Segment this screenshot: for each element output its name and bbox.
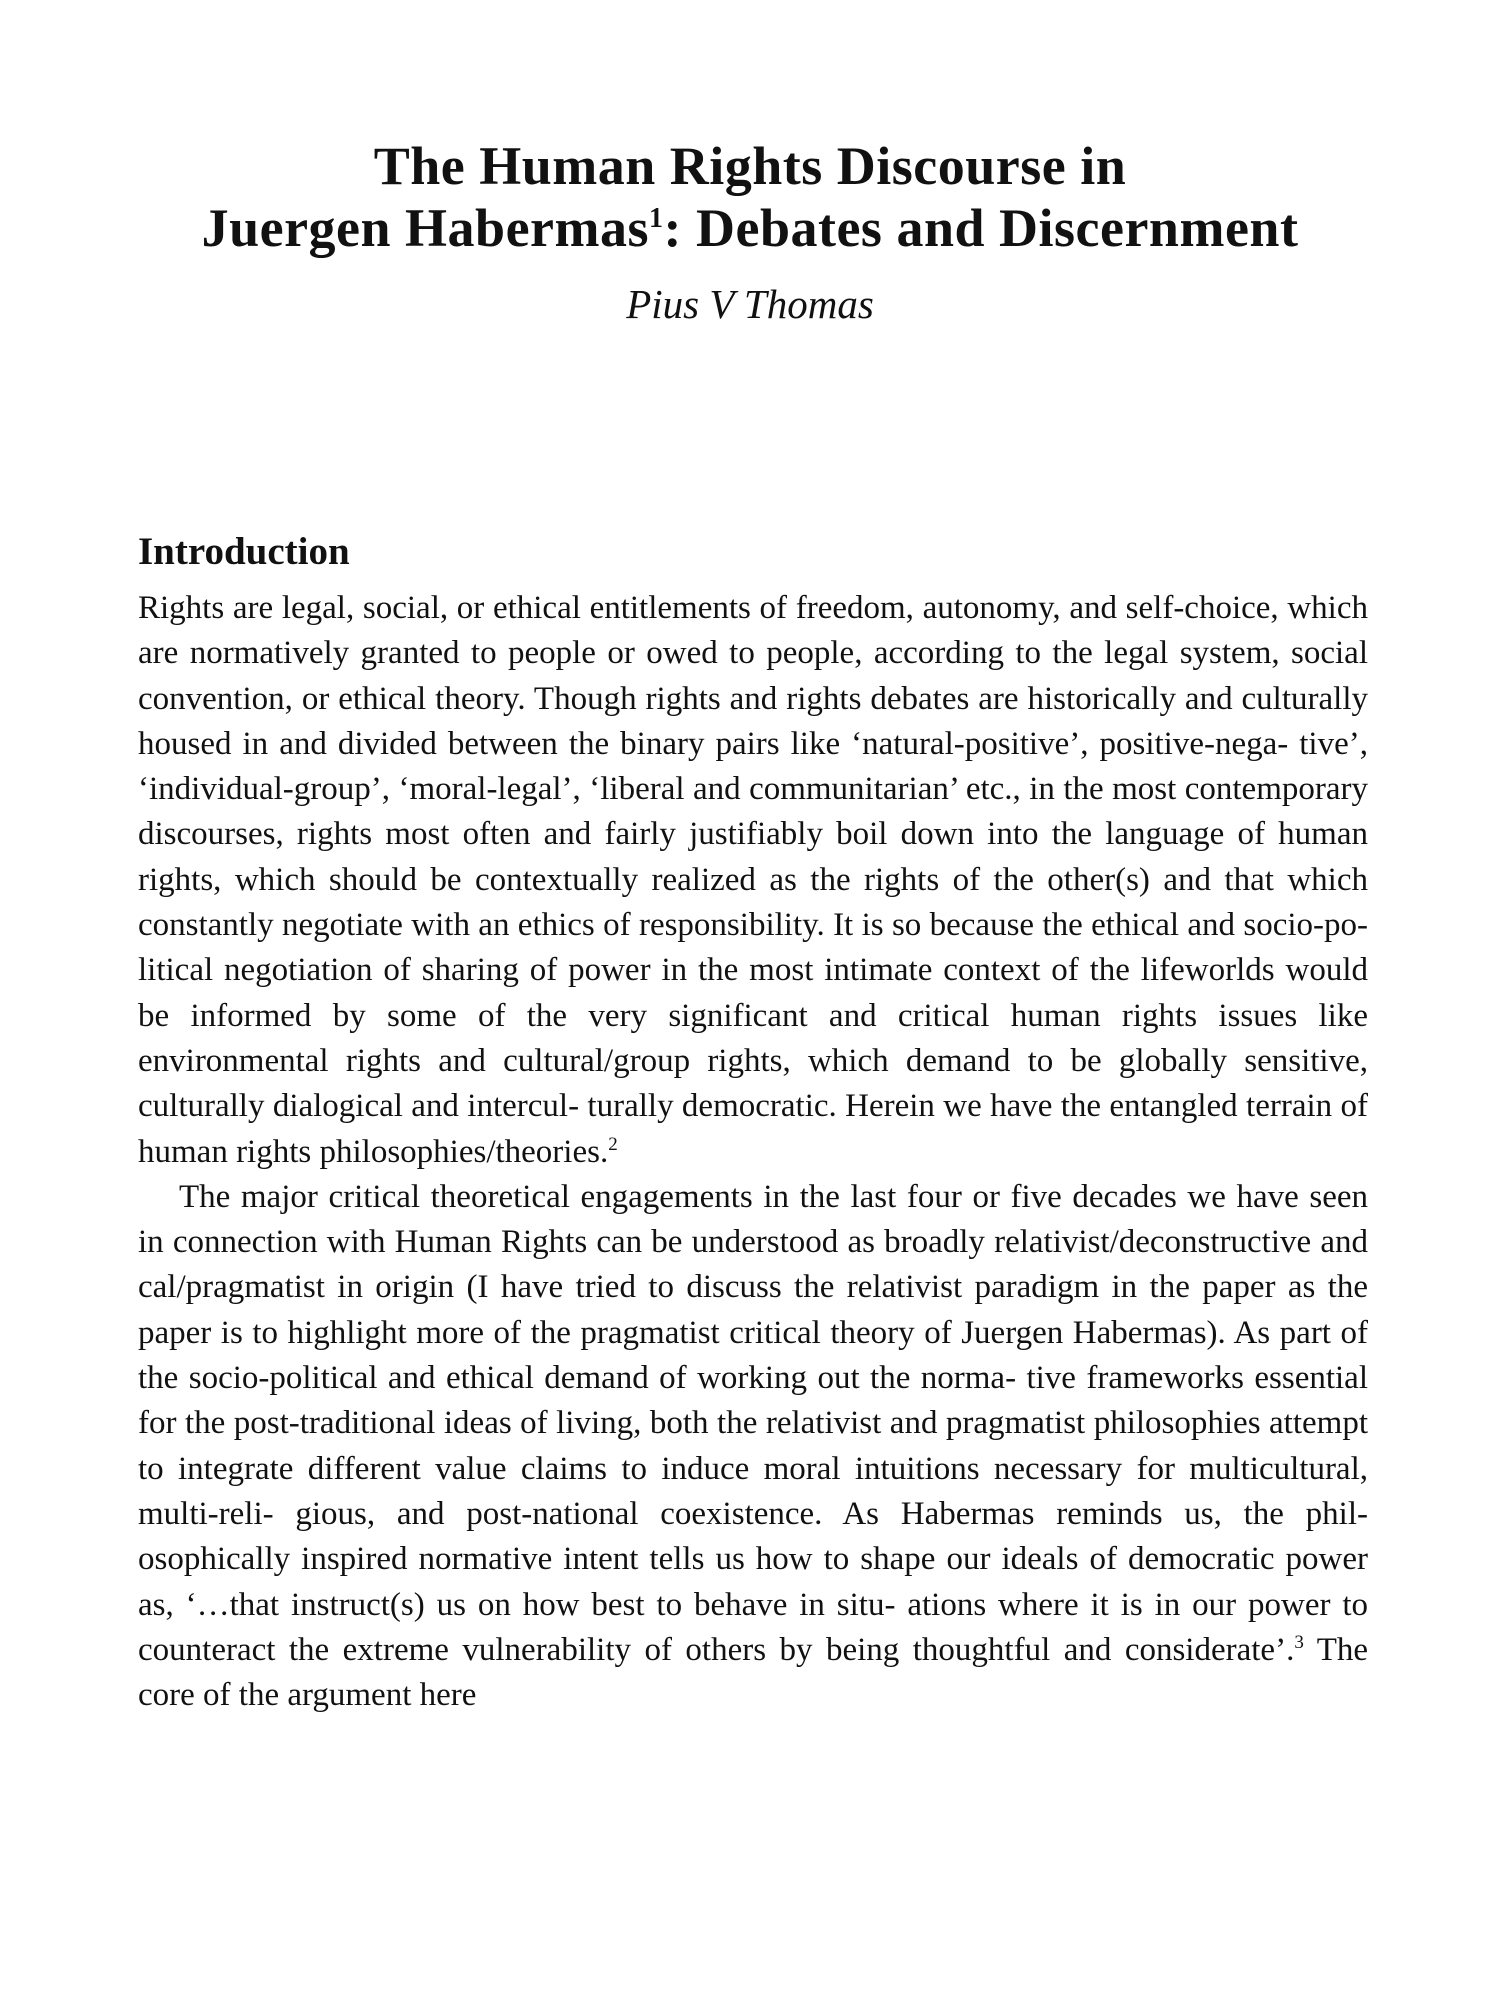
- author-name: Pius V Thomas: [626, 281, 874, 327]
- paragraph-2-text-continued: The core of the argument here: [138, 1631, 1368, 1714]
- paragraph-1-text: Rights are legal, social, or ethical entitlements of freedom, autonomy, and self-choice, which are normatively granted to people or owed to people, according to the legal system, social convention, or ethical theory. Though rights and rights debates are historically and culturally housed in and divided between the binary pairs like ‘natural-positive’, positive-nega- tive’, ‘individual-group’, ‘moral-legal’, ‘liberal and communitarian’ etc., in the most contemporary discourses, rights most often and fairly justifiably boil down into the language of human rights, which should be contextually realized as the rights of the other(s) and that which constantly negotiate with an ethics of responsibility. It is so because the ethical and socio-po- litical negotiation of sharing of power in the most intimate context of the lifeworlds would be informed by some of the very significant and critical human rights issues like environmental rights and cultural/group rights, which demand to be globally sensitive, culturally dialogical and intercul- turally democratic. Herein we have the entangled terrain of human rights philosophies/theories.: [138, 590, 1368, 1170]
- title-name: Juergen Habermas: [201, 198, 649, 258]
- paper-title-line-2: [100, 197, 1400, 259]
- paper-title-line-1: The Human Rights Discourse in: [373, 136, 1127, 196]
- paragraph-1: [138, 586, 1368, 1175]
- title-subtitle: : Debates and Discernment: [663, 198, 1299, 258]
- title-footnote-marker[interactable]: 1: [649, 203, 664, 234]
- footnote-marker-2[interactable]: 2: [608, 1133, 618, 1155]
- paragraph-2-text: The major critical theoretical engagements in the last four or five decades we have seen in connection with Human Rights can be understood as broadly relativist/deconstructive and cal/pragmatist in origin (I have tried to discuss the relativist paradigm in the paper as the paper is to highlight more of the pragmatist critical theory of Juergen Habermas). As part of the socio-political and ethical demand of working out the norma- tive frameworks essential for the post-traditional ideas of living, both the relativist and pragmatist philosophies attempt to integrate different value claims to induce moral intuitions necessary for multicultural, multi-reli- gious, and post-national coexistence. As Habermas reminds us, the phil- osophically inspired normative intent tells us how to shape our ideals of democratic power as, ‘…that instruct(s) us on how best to behave in situ- ations where it is in our power to counteract the extreme vulnerability of others by being thoughtful and considerate’.: [138, 1178, 1368, 1668]
- paragraph-2: [138, 1175, 1368, 1719]
- title-block: [100, 135, 1400, 329]
- section-heading-introduction: Introduction: [138, 530, 350, 573]
- body-text: [138, 528, 1368, 1718]
- footnote-marker-3[interactable]: 3: [1294, 1631, 1304, 1653]
